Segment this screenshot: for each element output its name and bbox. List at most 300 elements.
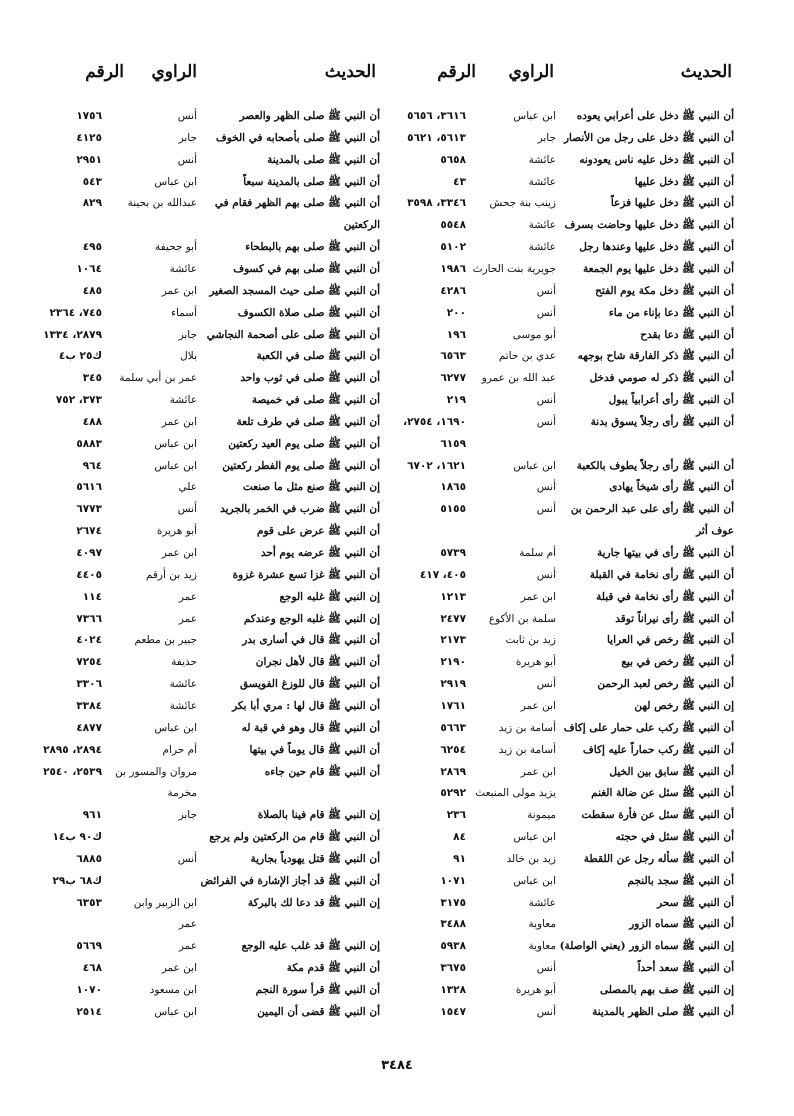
hadith-number: ك٩٠ ب١٤ [52,831,102,844]
hadith-text: أن النبي ﷺ رأى نخامة في القبلة [589,568,734,581]
narrator-text: معاوية [528,940,556,953]
index-row [40,346,380,366]
narrator-text: أنس [536,284,556,297]
narrator-text: عمر بن أبي سلمة [119,372,197,385]
hadith-text: أن النبي ﷺ قال لأهل نجران [255,656,380,669]
hadith-number: ٦٧٧٣ [76,503,102,516]
hadith-number: ٥١٥٥ [440,503,466,516]
hadith-number: ٤١٢٥ [76,131,102,144]
hadith-text: أن النبي ﷺ صلى حيث المسجد الصغير [209,284,380,297]
hadith-number: ٦١٥٩ [440,437,466,450]
narrator-text: عمر [178,940,197,953]
index-row [40,871,380,891]
hadith-number: ٤٠٢٤ [76,634,102,647]
hadith-text: أن النبي ﷺ سماه الزور [629,918,734,931]
index-row [404,914,734,934]
hadith-number: ٢١٩٠ [440,656,466,669]
hadith-number: ٤٢٨٦ [440,284,466,297]
hadith-number: ١٣٢٨ [440,984,466,996]
hadith-text: أن النبي ﷺ ركب حماراً عليه إكاف [582,743,734,756]
index-row [404,390,734,410]
index-row [404,609,734,629]
index-row [404,827,734,847]
narrator-text: ابن الزبير وابن [133,896,197,909]
hadith-number: ٧٢٥٤ [76,656,102,669]
narrator-text: أنس [536,481,556,494]
index-row [404,1002,734,1022]
hadith-text: أن النبي ﷺ صلى يوم العيد ركعتين [228,437,380,450]
hadith-text: أن النبي ﷺ صلى على أصحمة النجاشي [206,328,380,341]
hadith-number: ٢٨٦٩ [440,765,466,778]
hadith-text: أن النبي ﷺ سئل عن فأرة سقطت [581,809,734,822]
page-number: ٣٤٨٤ [381,1058,413,1073]
index-row [404,368,734,388]
hadith-text: أن النبي ﷺ صلى بالمدينة سبعاً [243,175,380,188]
hadith-text: أن النبي ﷺ قد أجاز الإشارة في الفرائض [200,874,380,887]
narrator-text: أنس [536,503,556,516]
hadith-text: إن النبي ﷺ سماه الزور (يعني الواصلة) [559,940,734,953]
hadith-text: أن النبي ﷺ قام من الركعتين ولم يرجع [209,831,380,844]
narrator-text: عائشة [528,219,556,232]
index-row [40,914,380,934]
hadith-number: ٣٣٨٤ [76,699,102,712]
hadith-number: ٩١ [453,852,466,865]
hadith-number: ١٩٦ [446,328,466,341]
hadith-number: ٢٨٧٩، ١٣٣٤ [43,328,102,341]
narrator-text: جبير بن مطعم [134,634,197,647]
narrator-text: أنس [536,568,556,581]
narrator-text: عمر [178,918,197,931]
index-row [40,565,380,585]
hadith-number: ٥٦٦٩ [76,940,102,953]
hadith-number: ٢٦٧٤ [76,525,102,538]
hadith-text: أن النبي ﷺ رأى رجلاً يطوف بالكعبة [576,459,734,472]
index-row [404,434,734,454]
index-row [404,958,734,978]
hadith-number: ٨٢٩ [82,197,102,210]
index-row [40,150,380,170]
hadith-number: ١٦٩٠، ٢٧٥٤، [403,415,466,428]
hadith-number: ٩٦١ [82,809,102,822]
hadith-text: أن النبي ﷺ سحر [657,896,734,909]
hadith-number: ١١٤ [82,590,102,603]
narrator-text: أنس [177,153,197,166]
narrator-text: جابر [537,131,556,144]
left-header-rawi: الراوي [151,62,197,82]
hadith-text: أن النبي ﷺ سجد بالنجم [627,874,734,887]
index-row [40,718,380,738]
hadith-number: ٣٤٨٨ [440,918,466,931]
hadith-number: ٣٣٤٦، ٣٥٩٨ [407,197,466,210]
hadith-number: ٣٦١٦، ٥٦٥٦ [407,110,466,122]
index-row [404,849,734,869]
hadith-text: الركعتين [343,219,380,232]
hadith-text: أن النبي ﷺ ركب على حمار على إكاف [563,721,734,734]
narrator-text: علي [178,481,197,494]
index-row [40,106,380,126]
narrator-text: أبو جحيفة [155,241,197,254]
narrator-text: أنس [177,110,197,122]
index-row [40,936,380,956]
narrator-text: أنس [536,678,556,691]
index-row [404,237,734,257]
narrator-text: أنس [536,962,556,975]
index-row [404,696,734,716]
narrator-text: أم حرام [162,743,197,756]
narrator-text: أنس [536,1005,556,1018]
hadith-number: ٢١٧٣ [440,634,466,647]
hadith-text: إن النبي ﷺ صف بهم بالمصلى [599,984,734,996]
index-row [40,980,380,1000]
narrator-text: ابن عمر [161,284,197,297]
narrator-text: ابن مسعود [149,984,197,996]
hadith-text: إن النبي ﷺ قد دعا لك بالبركة [247,896,380,909]
hadith-text: أن النبي ﷺ دخل عليها وعندها رجل [579,241,734,254]
right-header-hadith: الحديث [680,62,732,82]
hadith-text: أن النبي ﷺ رخص في بيع [621,656,734,669]
hadith-text: أن النبي ﷺ قام حين جاءه [264,765,380,778]
hadith-text: إن النبي ﷺ غلبه الوجع وعندكم [243,612,380,625]
index-row [404,456,734,476]
narrator-text: ابن عباس [154,437,197,450]
hadith-number: ٥٦٦٣ [440,721,466,734]
index-row [404,718,734,738]
hadith-number: ٥٢٩٢ [440,787,466,800]
hadith-number: ٣٧٣، ٧٥٢ [55,394,102,407]
index-row [404,936,734,956]
narrator-text: جابر [178,328,197,341]
narrator-text: عمر [178,590,197,603]
hadith-number: ٥٧٣٩ [440,547,466,559]
hadith-number: ٢١٩ [446,394,466,407]
hadith-number: ٢٩١٩ [440,678,466,691]
hadith-number: ٢٥١٤ [76,1005,102,1018]
index-row [40,805,380,825]
hadith-text: أن النبي ﷺ سئل عن ضالة الغنم [591,787,734,800]
hadith-text: أن النبي ﷺ صلى الظهر بالمدينة [592,1005,734,1018]
narrator-text: أسماء [171,306,197,319]
index-row [404,259,734,279]
narrator-text: ابن عمر [520,590,556,603]
hadith-number: ٥٦١٦ [76,481,102,494]
hadith-text: أن النبي ﷺ دعا بإناء من ماء [608,306,734,319]
hadith-number: ٥١٠٢ [440,241,466,254]
hadith-text: أن النبي ﷺ صلى بالمدينة [267,153,380,166]
hadith-number: ٣٣٠٦ [76,678,102,691]
index-row [40,281,380,301]
index-row [40,652,380,672]
index-row [40,696,380,716]
hadith-number: ٣١٧٥ [440,896,466,909]
hadith-text: أن النبي ﷺ صلى بهم في كسوف [233,262,380,275]
index-row [404,805,734,825]
hadith-number: ٤٠٥، ٤١٧ [419,568,466,581]
index-row [404,128,734,148]
index-row [40,237,380,257]
narrator-text: أبو هريرة [515,984,556,996]
hadith-text: أن النبي ﷺ ذكر له صومي فدخل [589,372,734,385]
narrator-text: ابن عباس [154,721,197,734]
hadith-text: أن النبي ﷺ عرضه يوم أحد [260,547,380,559]
narrator-text: أنس [536,394,556,407]
narrator-text: ابن عمر [161,547,197,559]
hadith-number: ٧٣٦٦ [76,612,102,625]
hadith-number: ٤٩٥ [82,241,102,254]
hadith-text: أن النبي ﷺ رأى نيراناً توقد [615,612,734,625]
narrator-text: أنس [536,415,556,428]
narrator-text: عائشة [169,678,197,691]
narrator-text: ابن عباس [154,459,197,472]
hadith-text: عوف أثر [696,525,734,538]
index-row [40,368,380,388]
hadith-number: ٩٦٤ [82,459,102,472]
index-row [40,477,380,497]
hadith-number: ٥٤٣ [82,175,102,188]
hadith-number: ١٥٤٧ [440,1005,466,1018]
index-row [40,325,380,345]
narrator-text: أنس [536,306,556,319]
hadith-text: إن النبي ﷺ قد غلب عليه الوجع [241,940,380,953]
narrator-text: ابن عباس [154,175,197,188]
hadith-number: ٤٨٧٧ [76,721,102,734]
hadith-text: أن النبي ﷺ ذكر الفارقة شاح بوجهه [577,350,734,363]
hadith-text: أن النبي ﷺ صلى الظهر والعصر [239,110,380,122]
index-row [40,172,380,192]
hadith-text: أن النبي ﷺ قتل يهودياً بجارية [250,852,380,865]
index-row [40,128,380,148]
index-row [40,303,380,323]
index-row [404,346,734,366]
hadith-text: إن النبي ﷺ غلبه الوجع [279,590,380,603]
narrator-text: ابن عمر [161,962,197,975]
index-row [404,740,734,760]
hadith-number: ٥٨٨٣ [76,437,102,450]
hadith-number: ١٠٦٤ [76,262,102,275]
hadith-number: ١٧٦١ [440,699,466,712]
hadith-number: ٤٨٨ [82,415,102,428]
hadith-text: أن النبي ﷺ صلى في طرف تلعة [236,415,380,428]
index-row [404,893,734,913]
index-row [40,630,380,650]
narrator-text: ابن عمر [520,699,556,712]
index-row [40,783,380,803]
index-row [404,150,734,170]
hadith-text: أن النبي ﷺ صلى بهم بالبطحاء [245,241,380,254]
hadith-number: ١٧٥٦ [76,110,102,122]
hadith-text: أن النبي ﷺ سأله رجل عن اللقطة [583,852,734,865]
index-row [40,587,380,607]
hadith-number: ١٦٢١، ٦٧٠٢ [407,459,466,472]
index-row [404,565,734,585]
narrator-text: أنس [177,852,197,865]
narrator-text: جابر [178,131,197,144]
left-header-num: الرقم [85,62,124,82]
narrator-text: زيد بن أرقم [145,568,197,581]
index-row [40,521,380,541]
index-row [404,762,734,782]
narrator-text: أبو موسى [512,328,556,341]
hadith-text: أن النبي ﷺ قال لها : مري أبا بكر [232,699,380,712]
hadith-number: ٦٣٥٣ [76,896,102,909]
narrator-text: عائشة [169,699,197,712]
narrator-text: سلمة بن الأكوع [488,612,556,625]
hadith-text: أن النبي ﷺ دخل عليها يوم الجمعة [582,262,734,275]
hadith-number: ٤٠٩٧ [76,547,102,559]
hadith-text: أن النبي ﷺ غزا تسع عشرة غزوة [232,568,380,581]
narrator-text: عبد الله بن عمرو [481,372,556,385]
narrator-text: أنس [177,503,197,516]
hadith-text: أن النبي ﷺ صلى في ثوب واحد [240,372,380,385]
hadith-text: إن النبي ﷺ قام فينا بالصلاة [257,809,380,822]
index-row [404,630,734,650]
index-row [40,434,380,454]
hadith-number: ٣٦٧٥ [440,962,466,975]
hadith-text: أن النبي ﷺ قال في أسارى بدر [242,634,380,647]
narrator-text: عائشة [169,394,197,407]
hadith-number: ٢٣٦ [446,809,466,822]
narrator-text: ابن عباس [513,874,556,887]
narrator-text: عمر [178,612,197,625]
hadith-number: ٢٤٧٧ [440,612,466,625]
hadith-number: ١٠٧٠ [76,984,102,996]
narrator-text: جابر [178,809,197,822]
hadith-number: ٦٢٧٧ [440,372,466,385]
index-row [404,281,734,301]
hadith-text: أن النبي ﷺ صلى بأصحابه في الخوف [215,131,380,144]
narrator-text: ابن عمر [520,765,556,778]
left-header-hadith: الحديث [324,62,376,82]
hadith-text: أن النبي ﷺ رخص في العرايا [606,634,734,647]
narrator-text: ابن عباس [154,1005,197,1018]
index-row [404,871,734,891]
index-row [404,652,734,672]
hadith-number: ٧٤٥، ٢٣٦٤ [49,306,102,319]
hadith-number: ٤٦٨ [82,962,102,975]
index-row [40,893,380,913]
narrator-text: أسامة بن زيد [498,743,556,756]
hadith-text: أن النبي ﷺ سابق بين الخيل [609,765,734,778]
hadith-text: أن النبي ﷺ قضى أن اليمين [257,1005,380,1018]
narrator-text: حذيفة [171,656,197,669]
narrator-text: زيد بن ثابت [505,634,556,647]
hadith-text: أن النبي ﷺ سئل في حجته [615,831,734,844]
index-row [404,172,734,192]
index-row [40,740,380,760]
hadith-text: أن النبي ﷺ قال للوزغ الفويسق [240,678,380,691]
narrator-text: معاوية [528,918,556,931]
index-row [404,303,734,323]
hadith-number: ٣٤٥ [82,372,102,385]
index-row [40,1002,380,1022]
hadith-text: أن النبي ﷺ رأى نخامة في قبلة [596,590,734,603]
index-row [404,674,734,694]
hadith-text: أن النبي ﷺ قرأ سورة النجم [255,984,380,996]
index-row [40,849,380,869]
index-row [40,827,380,847]
right-header-num: الرقم [437,62,476,82]
hadith-number: ١٩٨٦ [440,262,466,275]
hadith-text: أن النبي ﷺ صلى في خميصة [251,394,380,407]
hadith-number: ٢٩٥١ [76,153,102,166]
hadith-text: أن النبي ﷺ ضرب في الخمر بالجريد [220,503,380,516]
hadith-text: إن النبي ﷺ رخص لهن [634,699,734,712]
right-header-rawi: الراوي [508,62,554,82]
narrator-text: ابن عباس [513,831,556,844]
hadith-text: أن النبي ﷺ رأى في بيتها جارية [596,547,734,559]
index-row [404,543,734,563]
index-row [404,193,734,213]
index-row [40,215,380,235]
hadith-number: ٤٤٠٥ [76,568,102,581]
hadith-text: أن النبي ﷺ رأى رجلاً يسوق بدنة [590,415,734,428]
index-row [404,325,734,345]
narrator-text: عائشة [169,262,197,275]
index-row [40,762,380,782]
narrator-text: عدي بن حاتم [498,350,556,363]
narrator-text: أبو هريرة [156,525,197,538]
hadith-number: ٥٩٣٨ [440,940,466,953]
index-row [404,521,734,541]
hadith-text: أن النبي ﷺ رأى على عبد الرحمن بن [570,503,734,516]
narrator-text: زينب بنة جحش [489,197,556,210]
index-row [404,477,734,497]
index-row [404,980,734,1000]
hadith-text: أن النبي ﷺ دخل على رجل من الأنصار [563,131,734,144]
hadith-text: أن النبي ﷺ صلى في الكعبة [256,350,380,363]
hadith-text: أن النبي ﷺ دخل عليه ناس يعودونه [579,153,734,166]
narrator-text: عائشة [528,896,556,909]
hadith-text: أن النبي ﷺ دخل عليها وحاضت بسرف [564,219,734,232]
hadith-text: أن النبي ﷺ رأى شيخاً يهادى [609,481,734,494]
narrator-text: مروان والمسور بن [115,765,197,778]
hadith-text: أن النبي ﷺ قدم مكة [286,962,380,975]
index-row [40,958,380,978]
narrator-text: أم سلمة [519,547,556,559]
index-row [404,783,734,803]
hadith-text: أن النبي ﷺ قال وهو في قبة له [241,721,380,734]
hadith-number: ٥٦١٣، ٥٦٢١ [407,131,466,144]
hadith-text: أن النبي ﷺ دخل على أعرابي يعوده [576,110,734,122]
narrator-text: أسامة بن زيد [498,721,556,734]
hadith-text: أن النبي ﷺ عرض على قوم [257,525,380,538]
narrator-text: ميمونة [527,809,556,822]
hadith-text: أن النبي ﷺ دعا بقدح [640,328,734,341]
hadith-text: إن النبي ﷺ صنع مثل ما صنعت [242,481,380,494]
hadith-text: أن النبي ﷺ صلى صلاة الكسوف [237,306,380,319]
hadith-text: أن النبي ﷺ صلى يوم الفطر ركعتين [222,459,380,472]
index-row [40,456,380,476]
hadith-number: ٥٦٥٨ [440,153,466,166]
index-row [40,259,380,279]
index-row [40,674,380,694]
hadith-number: ١٢١٣ [440,590,466,603]
hadith-text: أن النبي ﷺ دخل مكة يوم الفتح [595,284,734,297]
narrator-text: أبو هريرة [515,656,556,669]
hadith-text: أن النبي ﷺ سعد أحداً [637,962,734,975]
hadith-number: ٢٨٩٤، ٢٨٩٥ [43,743,102,756]
hadith-number: ٤٣ [453,175,466,188]
hadith-text: أن النبي ﷺ قال يوماً في بيتها [249,743,380,756]
hadith-text: أن النبي ﷺ رأى أعرابياً يبول [608,394,734,407]
narrator-text: مخرمة [167,787,197,800]
hadith-number: ٢٥٣٩، ٢٥٤٠ [43,765,102,778]
narrator-text: ابن عمر [161,415,197,428]
hadith-number: ٨٤ [453,831,466,844]
narrator-text: عائشة [528,175,556,188]
hadith-number: ١٨٦٥ [440,481,466,494]
hadith-text: أن النبي ﷺ دخل عليها فزعاً [610,197,734,210]
narrator-text: بلال [180,350,197,363]
